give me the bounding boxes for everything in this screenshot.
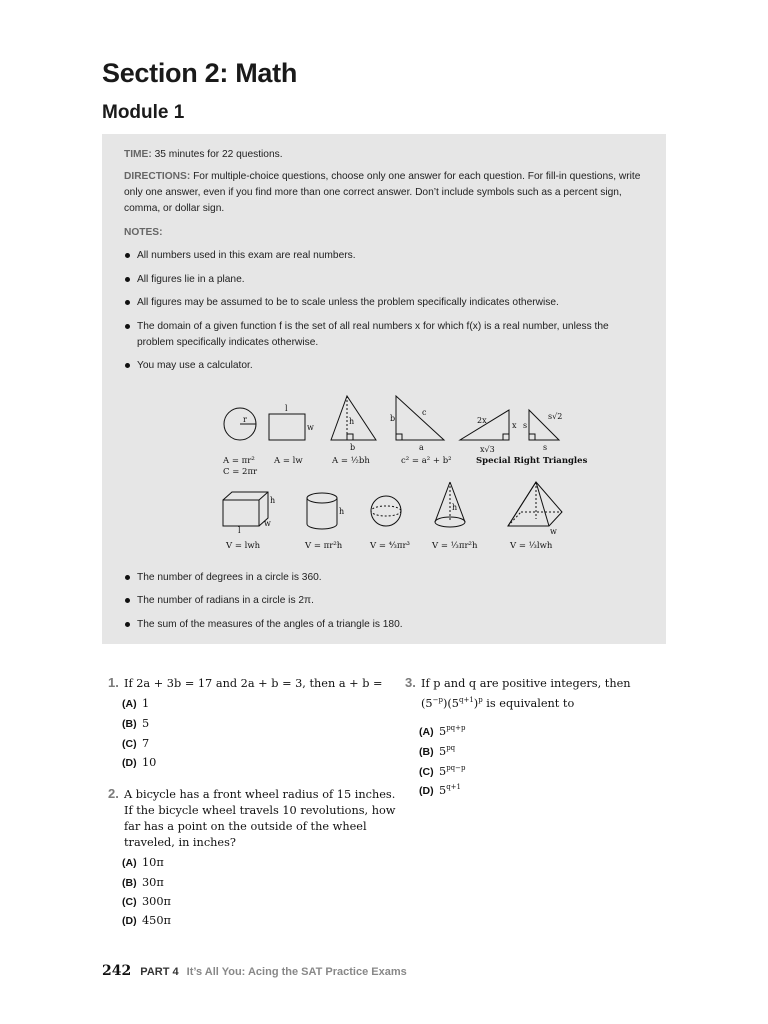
question-text-line: If the bicycle wheel travels 10 revolutions, how (124, 804, 396, 817)
formula-cylinder-volume: V = πr²h (305, 541, 343, 551)
formula-circle-area: A = πr² (223, 456, 255, 466)
footer-part: PART 4 (140, 966, 179, 978)
section-title: Section 2: Math (102, 58, 298, 88)
formula-cone-volume: V = ⅓πr²h (432, 541, 478, 551)
formula-triangle-area: A = ½bh (332, 456, 370, 466)
svg-text:2x: 2x (477, 416, 487, 425)
choice-base: 5 (439, 764, 447, 778)
svg-text:w: w (307, 423, 314, 432)
directions-label: DIRECTIONS: (124, 171, 191, 182)
choice-exponent: pq (446, 744, 456, 752)
svg-text:c: c (422, 408, 427, 417)
fact-item: The sum of the measures of the angles of a triangle is 180. (124, 617, 646, 633)
question-text-suffix: is equivalent to (486, 696, 575, 710)
svg-text:w: w (550, 527, 557, 536)
formula-rect-area: A = lw (274, 456, 303, 466)
directions-text: For multiple-choice questions, choose only one answer for each question. For fill-in questions, write only one answer, even if you find more than one correct answer. Don’t include symbols such as a percent sign, comma, or dollar sign. (124, 171, 641, 214)
svg-text:l: l (238, 526, 241, 535)
choice-letter: (A) (122, 857, 137, 869)
choice-letter: (A) (122, 698, 137, 710)
choice-letter: (A) (419, 725, 434, 738)
svg-text:a: a (419, 443, 424, 452)
choice-letter: (C) (419, 765, 434, 778)
answer-choice[interactable] (122, 737, 149, 750)
choice-letter: (B) (122, 877, 137, 889)
answer-choice[interactable] (419, 744, 455, 758)
page-number: 242 (102, 963, 132, 979)
answer-choice[interactable] (122, 697, 149, 710)
question-text-line: far has a point on the outside of the wheel (124, 820, 367, 833)
choice-exponent: q+1 (446, 783, 461, 791)
question-text: If 2a + 3b = 17 and 2a + b = 3, then a + b = (124, 677, 383, 690)
choice-letter: (B) (419, 745, 434, 758)
question-text-line: A bicycle has a front wheel radius of 15 inches. (124, 788, 396, 801)
choice-letter: (B) (122, 718, 137, 730)
choice-letter: (D) (122, 757, 137, 769)
note-item: All figures lie in a plane. (124, 272, 646, 288)
note-item: You may use a calculator. (124, 358, 646, 374)
page-footer (102, 963, 407, 979)
answer-choice[interactable] (419, 764, 466, 778)
time-text: 35 minutes for 22 questions. (154, 149, 283, 160)
choice-exponent: pq−p (446, 764, 466, 772)
choice-text: 10π (142, 856, 164, 869)
svg-text:s: s (543, 443, 548, 452)
svg-text:s√2: s√2 (548, 412, 563, 421)
question-number: 3. (405, 675, 416, 690)
answer-choice[interactable] (122, 876, 164, 889)
instructions-panel (102, 134, 666, 644)
formula-pyramid-volume: V = ⅓lwh (510, 541, 553, 551)
formula-box-volume: V = lwh (226, 541, 261, 551)
note-item: The domain of a given function f is the set of all real numbers x for which f(x) is a real number, unless the problem specifically indicates otherwise. (124, 319, 646, 351)
choice-letter: (C) (122, 738, 137, 750)
choice-exponent: pq+p (446, 724, 466, 732)
answer-choice[interactable] (122, 756, 156, 769)
svg-text:h: h (339, 507, 345, 516)
special-triangles-title: Special Right Triangles (476, 456, 588, 466)
choice-text: 10 (142, 756, 157, 769)
svg-text:b: b (390, 414, 396, 423)
formula-sphere-volume: V = ⁴⁄₃πr³ (370, 541, 410, 551)
svg-text:h: h (270, 496, 276, 505)
choice-letter: (D) (419, 784, 434, 797)
answer-choice[interactable] (419, 724, 466, 738)
question-number: 2. (108, 786, 119, 801)
svg-text:s: s (523, 421, 528, 430)
question-text-line: traveled, in inches? (124, 836, 236, 849)
note-item: All numbers used in this exam are real numbers. (124, 248, 646, 264)
notes-label: NOTES: (124, 227, 163, 238)
svg-text:r: r (243, 415, 247, 424)
choice-base: 5 (439, 783, 447, 797)
choice-base: 5 (439, 724, 447, 738)
answer-choice[interactable] (122, 914, 171, 927)
choice-letter: (C) (122, 896, 137, 908)
svg-text:h: h (452, 503, 458, 512)
svg-text:b: b (350, 443, 356, 452)
svg-text:l: l (285, 404, 288, 413)
fact-item: The number of degrees in a circle is 360. (124, 570, 646, 586)
answer-choice[interactable] (122, 717, 149, 730)
svg-text:x: x (512, 421, 517, 430)
footer-section: It’s All You: Acing the SAT Practice Exams (186, 966, 407, 978)
answer-choice[interactable] (122, 895, 171, 908)
choice-text: 300π (142, 895, 171, 908)
time-label: TIME: (124, 149, 152, 160)
formula-circle-circumference: C = 2πr (223, 467, 258, 477)
choice-text: 1 (142, 697, 150, 710)
svg-text:x√3: x√3 (480, 445, 495, 454)
choice-base: 5 (439, 744, 447, 758)
question-text: If p and q are positive integers, then (421, 677, 631, 690)
question-number: 1. (108, 675, 119, 690)
question-expression: $(5^{-p})(5^{q+1})^p$ is equivalent to (421, 696, 575, 710)
answer-choice[interactable] (122, 856, 164, 869)
svg-text:h: h (349, 417, 355, 426)
fact-item: The number of radians in a circle is 2π. (124, 593, 646, 609)
module-subtitle: Module 1 (102, 102, 185, 123)
choice-letter: (D) (122, 915, 137, 927)
note-item: All figures may be assumed to be to scale unless the problem specifically indicates otherwise. (124, 295, 646, 311)
svg-text:w: w (264, 519, 271, 528)
answer-choice[interactable] (419, 783, 461, 797)
formula-pythagorean: c² = a² + b² (401, 456, 452, 466)
choice-text: 30π (142, 876, 164, 889)
choice-text: 450π (142, 914, 171, 927)
choice-text: 7 (142, 737, 150, 750)
choice-text: 5 (142, 717, 150, 730)
reference-figures (102, 134, 666, 564)
